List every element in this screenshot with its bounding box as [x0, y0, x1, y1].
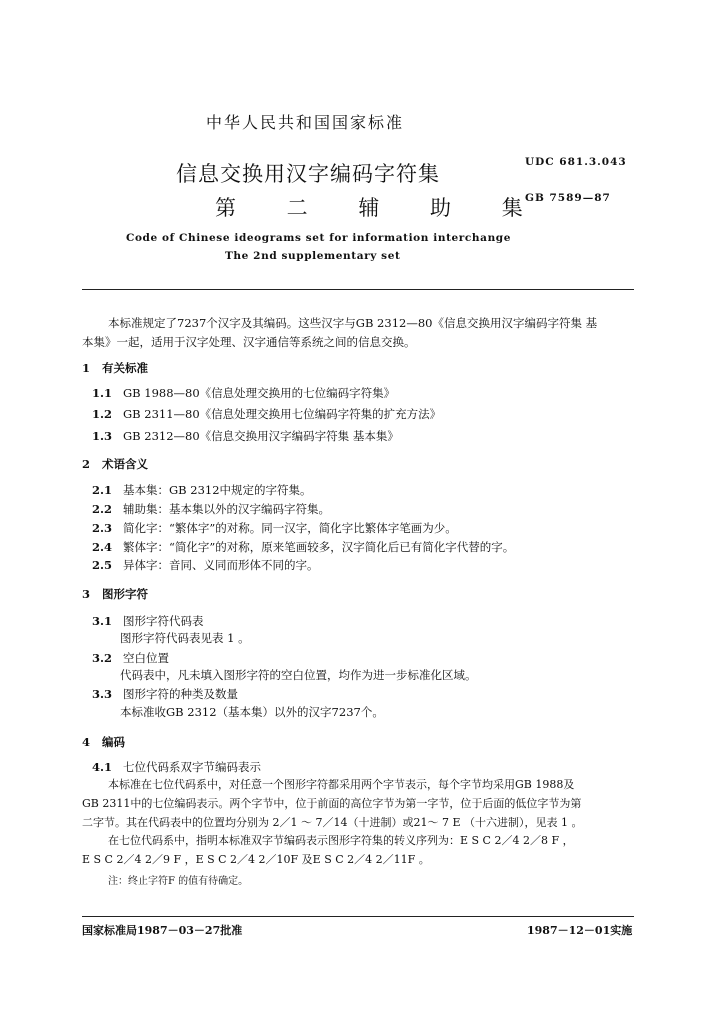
section-2-item: 2.2 辅助集：基本集以外的汉字编码字符集。	[92, 502, 330, 516]
section-2-item: 2.5 异体字：音同、义同而形体不同的字。	[92, 558, 319, 572]
udc-code: UDC 681.3.043	[525, 156, 627, 168]
section-3-2-body: 代码表中，凡未填入图形字符的空白位置，均作为进一步标准化区域。	[120, 668, 477, 682]
doc-title-line1: 信息交换用汉字编码字符集	[176, 162, 440, 186]
section-3-1-heading: 3.1 图形字符代码表	[92, 614, 204, 628]
section-3-heading: 3 图形字符	[82, 587, 149, 601]
section-4-1-para1-line2: GB 2311中的七位编码表示。两个字节中，位于前面的高位字节为第一字节，位于后面的低位字节为第	[82, 797, 582, 810]
issuing-org: 中华人民共和国国家标准	[206, 113, 405, 132]
footer-divider	[82, 916, 634, 917]
section-3-1-body: 图形字符代码表见表 1 。	[120, 631, 250, 645]
section-4-1-para1-line3: 二字节。其在代码表中的位置均分别为 2／1 ～ 7／14（十进制）或21～ 7 E （十六进制），见表 1 。	[82, 816, 583, 829]
section-2-heading: 2 术语含义	[82, 457, 149, 471]
doc-title-line2: 第 二 辅 助 集	[215, 196, 545, 220]
section-1-item: 1.3 GB 2312—80《信息交换用汉字编码字符集 基本集》	[92, 429, 399, 443]
section-4-1-para2-line2: E S C 2／4 2／9 F ，E S C 2／4 2／10F 及E S C 2／4 2／11F 。	[82, 853, 430, 866]
section-3-3-heading: 3.3 图形字符的种类及数量	[92, 687, 238, 701]
gb-code: GB 7589—87	[525, 192, 611, 204]
english-title-line2: The 2nd supplementary set	[225, 250, 401, 262]
intro-line1: 本标准规定了7237个汉字及其编码。这些汉字与GB 2312—80《信息交换用汉字编码字符集 基	[108, 316, 598, 330]
section-4-1-para2-line1: 在七位代码系中，指明本标准双字节编码表示图形字符集的转义序列为：E S C 2／4 2／8 F ，	[108, 834, 574, 847]
english-title-line1: Code of Chinese ideograms set for information interchange	[126, 232, 512, 244]
section-4-1-heading: 4.1 七位代码系双字节编码表示	[92, 760, 261, 774]
approval-date: 国家标准局1987－03－27批准	[82, 924, 243, 937]
section-1-item: 1.1 GB 1988—80《信息处理交换用的七位编码字符集》	[92, 386, 396, 400]
section-2-item: 2.3 简化字：“繁体字”的对称。同一汉字，简化字比繁体字笔画为少。	[92, 521, 457, 535]
section-2-item: 2.4 繁体字：“简化字”的对称，原来笔画较多，汉字简化后已有简化字代替的字。	[92, 540, 515, 554]
note: 注：终止字符F 的值有待确定。	[108, 876, 249, 887]
section-3-3-body: 本标准收GB 2312（基本集）以外的汉字7237个。	[120, 705, 384, 719]
section-2-item: 2.1 基本集：GB 2312中规定的字符集。	[92, 483, 312, 497]
section-1-item: 1.2 GB 2311—80《信息处理交换用七位编码字符集的扩充方法》	[92, 407, 442, 421]
section-3-2-heading: 3.2 空白位置	[92, 651, 169, 665]
section-4-heading: 4 编码	[82, 735, 126, 749]
implementation-date: 1987－12－01实施	[527, 924, 633, 937]
section-1-heading: 1 有关标准	[82, 361, 149, 375]
header-divider	[82, 289, 634, 290]
intro-line2: 本集》一起，适用于汉字处理、汉字通信等系统之间的信息交换。	[82, 335, 416, 349]
section-4-1-para1-line1: 本标准在七位代码系中，对任意一个图形字符都采用两个字节表示，每个字节均采用GB 1988及	[108, 778, 575, 791]
